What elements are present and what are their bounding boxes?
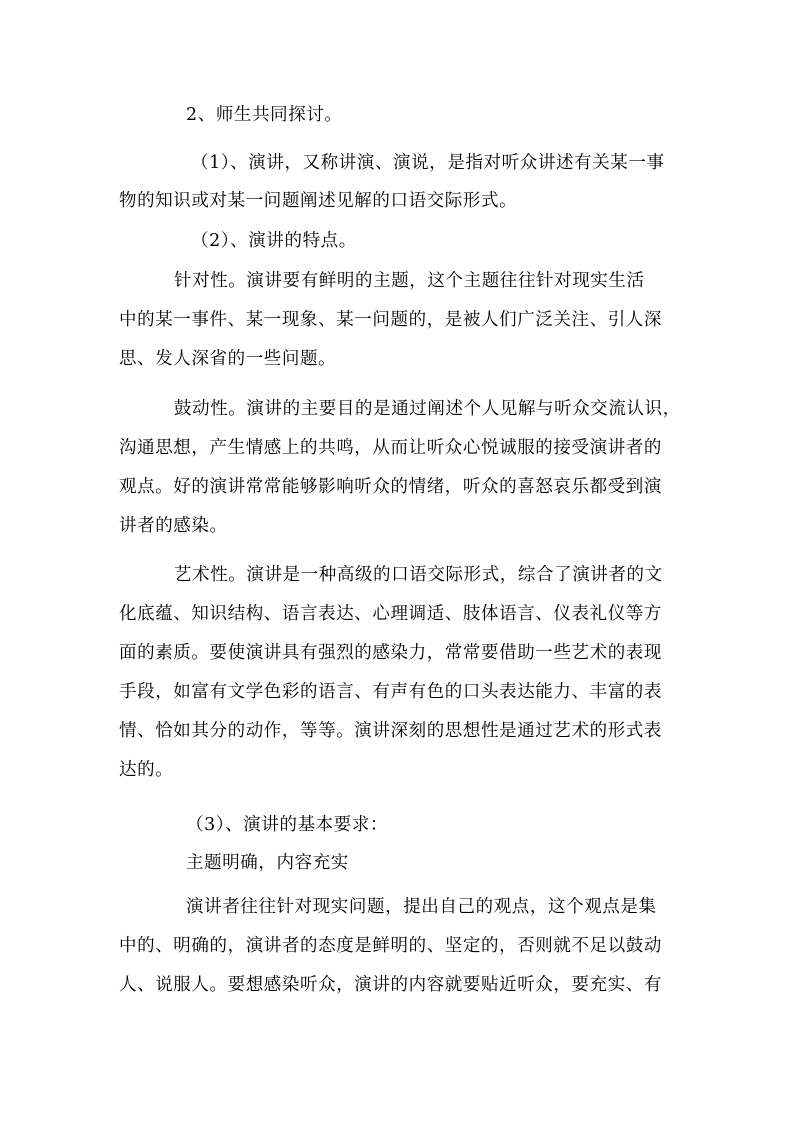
artistic-line-2: 化底蕴、知识结构、语言表达、心理调适、肢体语言、仪表礼仪等方: [119, 604, 662, 624]
requirements-line-1: 演讲者往往针对现实问题，提出自己的观点，这个观点是集: [186, 897, 657, 917]
artistic-line-3: 面的素质。要使演讲具有强烈的感染力，常常要借助一些艺术的表现: [119, 643, 662, 663]
artistic-line-5: 情、恰如其分的动作，等等。演讲深刻的思想性是通过艺术的形式表: [119, 721, 662, 741]
section-heading: 2、师生共同探讨。: [186, 105, 343, 125]
inspiring-line-1: 鼓动性。演讲的主要目的是通过阐述个人见解与听众交流认识，: [174, 399, 681, 419]
artistic-line-6: 达的。: [119, 760, 174, 780]
requirements-line-2: 中的、明确的，演讲者的态度是鲜明的、坚定的，否则就不足以鼓动: [119, 936, 662, 956]
definition-line-1: （1）、演讲，又称讲演、演说，是指对听众讲述有关某一事: [191, 153, 665, 173]
definition-line-2: 物的知识或对某一问题阐述见解的口语交际形式。: [119, 191, 518, 211]
targeted-line-2: 中的某一事件、某一现象、某一问题的，是被人们广泛关注、引人深: [119, 310, 662, 330]
inspiring-line-4: 讲者的感染。: [119, 516, 228, 536]
artistic-line-1: 艺术性。演讲是一种高级的口语交际形式，综合了演讲者的文: [174, 565, 663, 585]
artistic-line-4: 手段，如富有文学色彩的语言、有声有色的口头表达能力、丰富的表: [119, 682, 662, 702]
features-heading: （2）、演讲的特点。: [191, 231, 357, 251]
targeted-line-3: 思、发人深省的一些问题。: [119, 349, 337, 369]
requirements-subheading: 主题明确，内容充实: [186, 853, 349, 873]
requirements-heading: （3）、演讲的基本要求：: [186, 815, 389, 835]
requirements-line-3: 人、说服人。要想感染听众，演讲的内容就要贴近听众，要充实、有: [119, 975, 662, 995]
inspiring-line-2: 沟通思想，产生情感上的共鸣，从而让听众心悦诚服的接受演讲者的: [119, 438, 662, 458]
inspiring-line-3: 观点。好的演讲常常能够影响听众的情绪，听众的喜怒哀乐都受到演: [119, 477, 662, 497]
targeted-line-1: 针对性。演讲要有鲜明的主题，这个主题往往针对现实生活: [174, 271, 645, 291]
